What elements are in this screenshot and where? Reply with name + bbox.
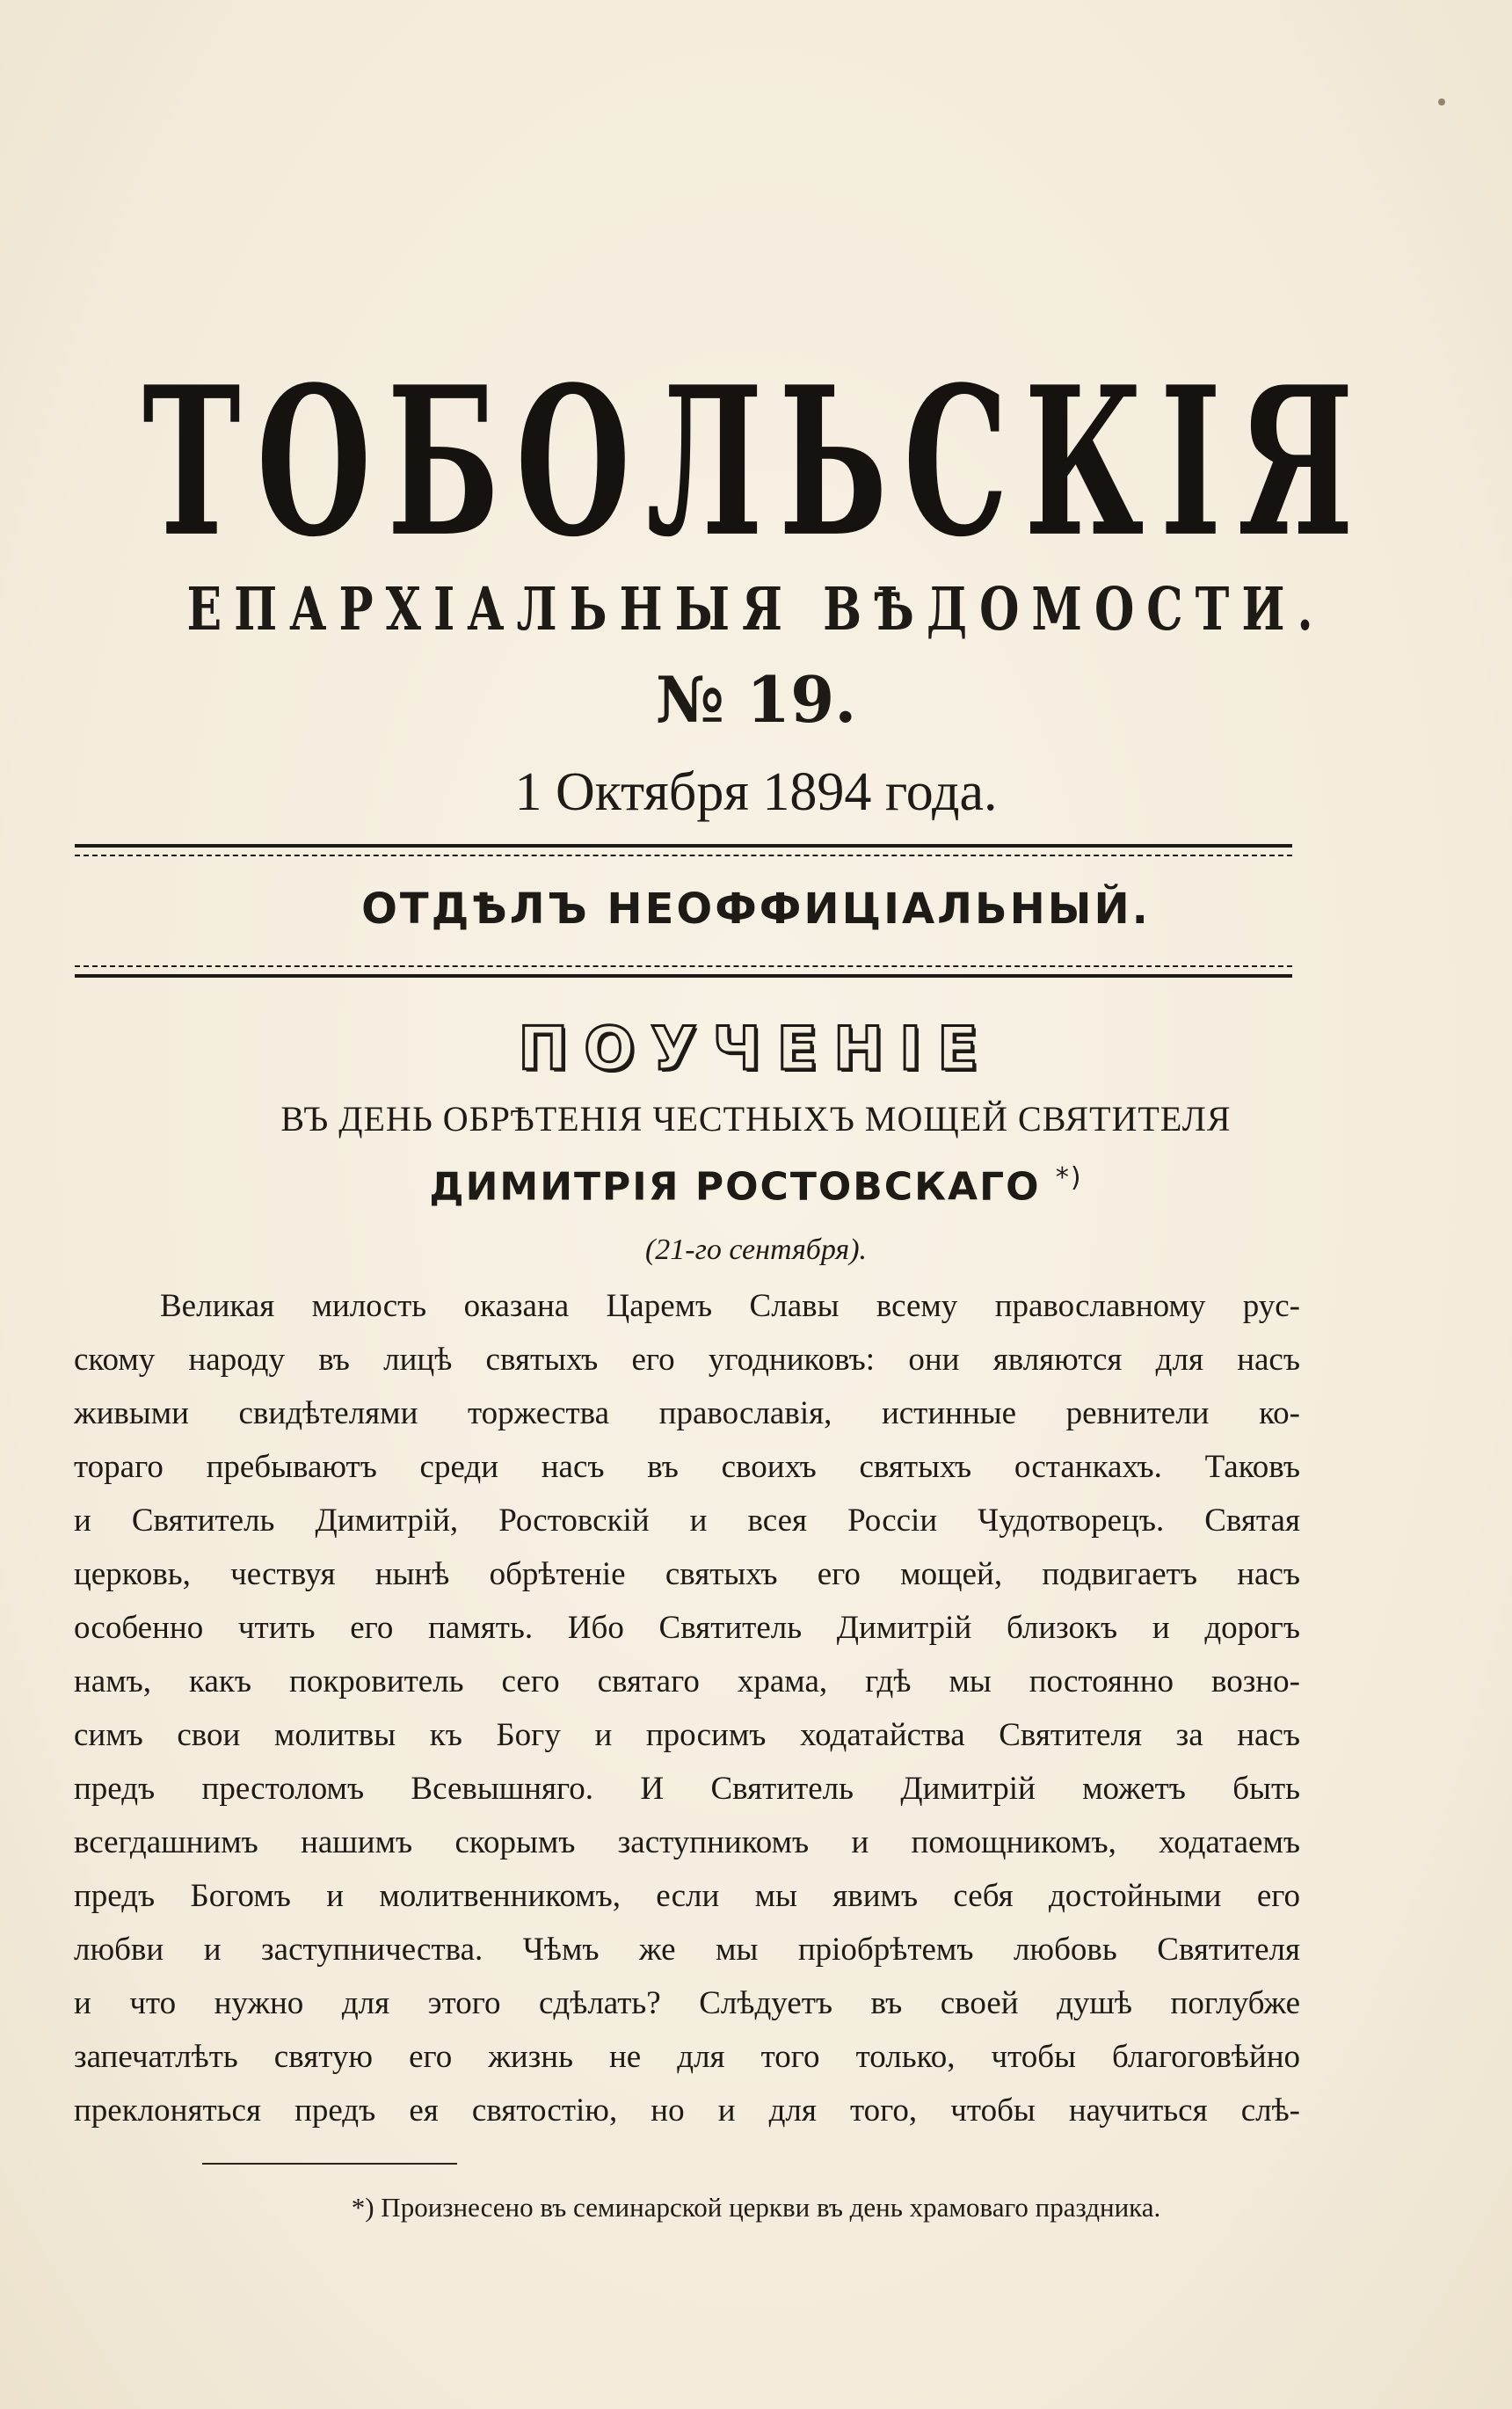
masthead-title: ТОБОЛЬСКІЯ xyxy=(142,342,1370,583)
body-line: скому народу въ лицѣ святыхъ его угодниковъ: они являются для насъ xyxy=(74,1342,1300,1378)
body-line: симъ свои молитвы къ Богу и просимъ ходатайства Святителя за насъ xyxy=(74,1717,1300,1753)
article-title: ПОУЧЕНІЕ xyxy=(518,1015,994,1084)
body-line: преклоняться предъ ея святостію, но и для того, чтобы научиться слѣ- xyxy=(74,2092,1300,2129)
body-line: намъ, какъ покровитель сего святаго храма, гдѣ мы постоянно возно- xyxy=(74,1663,1300,1699)
footnote-rule xyxy=(202,2163,457,2165)
body-line: Великая милость оказана Царемъ Славы всему православному рус- xyxy=(160,1288,1300,1324)
body-line: и Святитель Димитрій, Ростовскій и всея Россіи Чудотворецъ. Святая xyxy=(74,1503,1300,1539)
body-line: всегдашнимъ нашимъ скорымъ заступникомъ и помощникомъ, ходатаемъ xyxy=(74,1824,1300,1860)
footnote-marker: *) xyxy=(1055,1162,1083,1193)
article-saint xyxy=(0,1162,1512,1210)
paper-speck xyxy=(1438,98,1445,106)
body-line: живыми свидѣтелями торжества православія, истинные ревнители ко- xyxy=(74,1395,1300,1431)
saint-name: ДИМИТРІЯ РОСТОВСКАГО xyxy=(429,1164,1041,1210)
body-line: предъ престоломъ Всевышняго. И Святитель Димитрій можетъ быть xyxy=(74,1771,1300,1807)
body-line: любви и заступничества. Чѣмъ же мы пріобрѣтемъ любовь Святителя xyxy=(74,1932,1300,1968)
issue-number: № 19. xyxy=(655,662,857,737)
body-line: особенно чтить его память. Ибо Святитель Димитрій близокъ и дорогъ xyxy=(74,1610,1300,1646)
section-rule-dashed xyxy=(75,965,1292,967)
body-line: и что нужно для этого сдѣлать? Слѣдуетъ въ своей душѣ поглубже xyxy=(74,1985,1300,2021)
header-rule-dashed xyxy=(75,855,1292,856)
body-line: предъ Богомъ и молитвенникомъ, если мы явимъ себя достойными его xyxy=(74,1878,1300,1914)
footnote: *) Произнесено въ семинарской церкви въ день храмоваго праздника. xyxy=(351,2192,1161,2223)
masthead-subtitle: ЕПАРХІАЛЬНЫЯ ВѢДОМОСТИ. xyxy=(186,574,1326,644)
article-occasion: ВЪ ДЕНЬ ОБРѢТЕНІЯ ЧЕСТНЫХЪ МОЩЕЙ СВЯТИТЕЛЯ xyxy=(280,1099,1232,1139)
article-body xyxy=(74,1279,1300,2137)
section-heading: ОТДѢЛЪ НЕОФФИЦІАЛЬНЫЙ. xyxy=(361,884,1151,934)
section-rule-bottom xyxy=(75,974,1292,978)
header-rule-top xyxy=(75,844,1292,848)
body-line: запечатлѣть святую его жизнь не для того только, чтобы благоговѣйно xyxy=(74,2039,1300,2075)
issue-date: 1 Октября 1894 года. xyxy=(514,762,998,822)
body-line: тораго пребываютъ среди насъ въ своихъ святыхъ останкахъ. Таковъ xyxy=(74,1449,1300,1485)
body-line: церковь, чествуя нынѣ обрѣтеніе святыхъ его мощей, подвигаетъ насъ xyxy=(74,1556,1300,1592)
article-date-note: (21-го сентября). xyxy=(644,1234,868,1266)
